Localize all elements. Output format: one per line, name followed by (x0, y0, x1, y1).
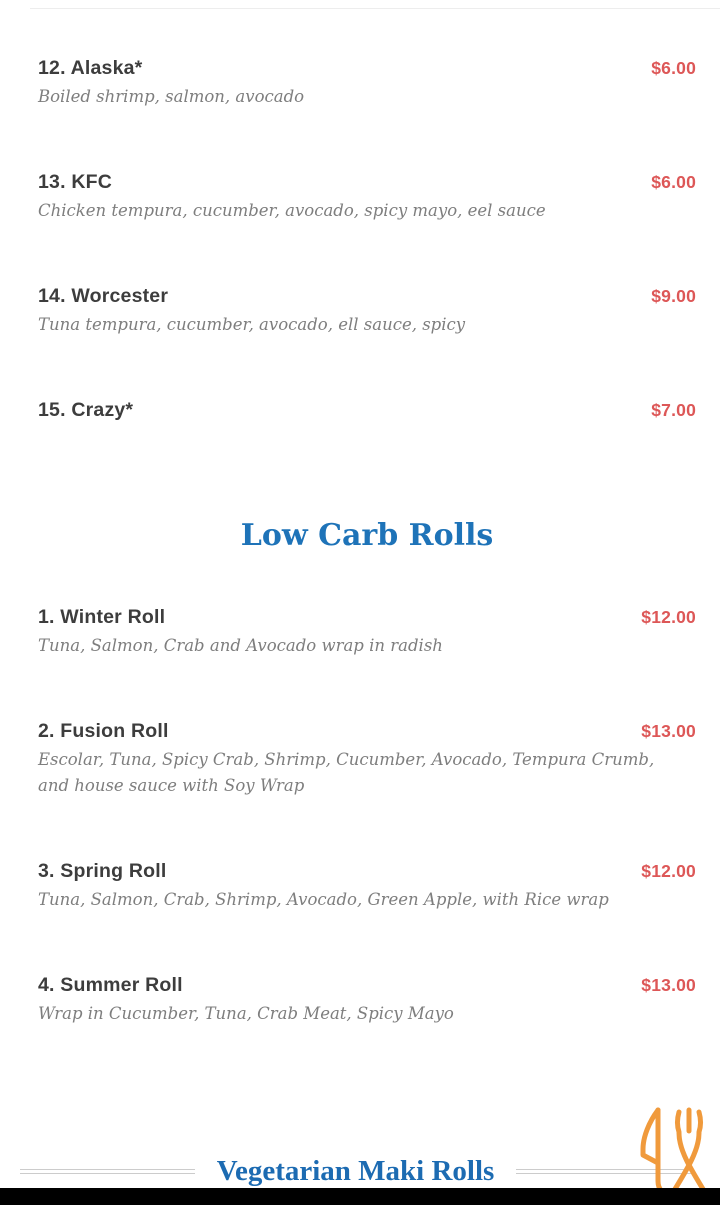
item-description: Chicken tempura, cucumber, avocado, spicy mayo, eel sauce (38, 201, 546, 220)
menu-item (38, 719, 696, 799)
item-description: Tuna tempura, cucumber, avocado, ell sauce, spicy (38, 315, 466, 334)
item-price: $9.00 (651, 286, 696, 306)
item-name: 15. Crazy* (38, 399, 134, 421)
menu-item (38, 859, 696, 913)
footer-section-heading-row (20, 1155, 691, 1188)
section-heading-low-carb-rolls: Low Carb Rolls (240, 518, 494, 553)
item-price: $6.00 (651, 172, 696, 192)
item-description: Tuna, Salmon, Crab, Shrimp, Avocado, Green Apple, with Rice wrap (38, 890, 609, 909)
crossed-knife-and-fork-icon (632, 1106, 712, 1196)
menu-item (38, 56, 696, 110)
top-divider (30, 8, 720, 9)
item-name: 1. Winter Roll (38, 606, 166, 628)
item-price: $6.00 (651, 58, 696, 78)
item-price: $12.00 (641, 607, 696, 627)
item-name: 4. Summer Roll (38, 974, 183, 996)
item-description: Boiled shrimp, salmon, avocado (38, 87, 305, 106)
item-name: 14. Worcester (38, 285, 169, 307)
menu-item (38, 605, 696, 659)
menu-item (38, 398, 696, 422)
menu-item (38, 284, 696, 338)
item-name: 2. Fusion Roll (38, 720, 169, 742)
menu-item-row (38, 56, 696, 80)
item-price: $12.00 (641, 861, 696, 881)
item-price: $13.00 (641, 975, 696, 995)
menu-item-row (38, 973, 696, 997)
item-name: 3. Spring Roll (38, 860, 167, 882)
menu-item-row (38, 859, 696, 883)
item-price: $7.00 (651, 400, 696, 420)
menu-item (38, 170, 696, 224)
item-description: Wrap in Cucumber, Tuna, Crab Meat, Spicy Mayo (38, 1004, 454, 1023)
section-heading-vegetarian-maki-rolls: Vegetarian Maki Rolls (216, 1155, 495, 1187)
item-description: Tuna, Salmon, Crab and Avocado wrap in radish (38, 636, 443, 655)
menu-item-row (38, 398, 696, 422)
footer-bar (0, 1188, 720, 1205)
menu-item-row (38, 284, 696, 308)
menu-item-row (38, 719, 696, 743)
item-name: 13. KFC (38, 171, 113, 193)
left-double-rule (20, 1169, 195, 1174)
menu-item-row (38, 170, 696, 194)
menu-item (38, 973, 696, 1027)
item-description: Escolar, Tuna, Spicy Crab, Shrimp, Cucumber, Avocado, Tempura Crumb, and house sauce with Soy Wrap (38, 750, 655, 795)
item-price: $13.00 (641, 721, 696, 741)
item-name: 12. Alaska* (38, 57, 143, 79)
menu-item-row (38, 605, 696, 629)
